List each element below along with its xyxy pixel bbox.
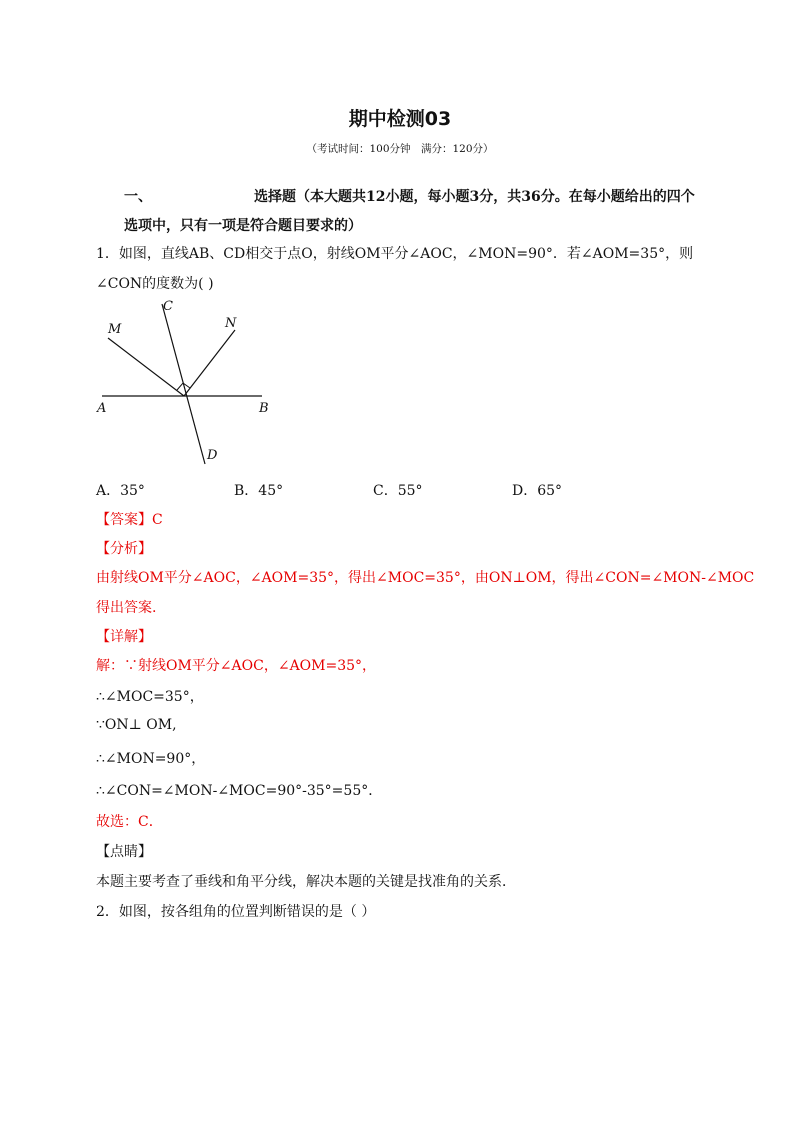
q1-figure xyxy=(96,296,286,472)
section-heading-cont: 选项中，只有一项是符合题目要求的） xyxy=(124,218,362,234)
q1-detail-heading: 【详解】 xyxy=(96,629,152,645)
label-b: B xyxy=(259,401,269,416)
q1-detail-line: ∵ON⊥ OM, xyxy=(96,717,177,733)
ray-on xyxy=(184,330,235,396)
q1-stem-line2: ∠CON的度数为( ) xyxy=(96,276,214,292)
label-d: D xyxy=(207,448,218,463)
q1-analysis-heading: 【分析】 xyxy=(96,541,152,557)
label-n: N xyxy=(225,316,237,331)
q1-detail-line: 故选：C． xyxy=(96,814,163,830)
q1-detail-line: ∴∠MOC=35°， xyxy=(96,689,204,705)
q1-option-c: C．55° xyxy=(373,483,423,499)
q1-answer: 【答案】C xyxy=(96,512,163,528)
page-title: 期中检测03 xyxy=(348,108,452,130)
q1-detail-line: 解：∵射线OM平分∠AOC，∠AOM=35°， xyxy=(96,658,377,674)
q1-stem-line1: 1．如图，直线AB、CD相交于点O，射线OM平分∠AOC，∠MON=90°．若∠AOM=35°，则 xyxy=(96,246,694,262)
label-c: C xyxy=(163,299,173,314)
ray-om xyxy=(108,338,184,396)
label-m: M xyxy=(108,322,122,337)
q1-option-d: D．65° xyxy=(512,483,563,499)
q1-detail-line: ∴∠MON=90°， xyxy=(96,751,206,767)
q2-stem-line1: 2．如图，按各组角的位置判断错误的是（ ） xyxy=(96,904,376,920)
q1-comment: 本题主要考查了垂线和角平分线，解决本题的关键是找准角的关系． xyxy=(96,874,516,890)
label-a: A xyxy=(97,401,107,416)
q1-analysis-line2: 得出答案. xyxy=(96,600,157,616)
q1-option-b: B．45° xyxy=(234,483,284,499)
q1-detail-line: ∴∠CON=∠MON-∠MOC=90°-35°=55°． xyxy=(96,783,383,799)
q1-comment-heading: 【点睛】 xyxy=(96,844,152,860)
exam-info: （考试时间：100分钟 满分：120分） xyxy=(306,143,494,155)
q1-option-a: A．35° xyxy=(96,483,145,499)
section-number: 一、 xyxy=(124,189,152,205)
section-heading: 选择题（本大题共12小题，每小题3分，共36分。在每小题给出的四个 xyxy=(254,189,695,205)
q1-analysis-line1: 由射线OM平分∠AOC，∠AOM=35°，得出∠MOC=35°，由ON⊥OM，得出∠CON=∠MON-∠MOC xyxy=(96,570,755,586)
angle-diagram xyxy=(96,296,286,468)
